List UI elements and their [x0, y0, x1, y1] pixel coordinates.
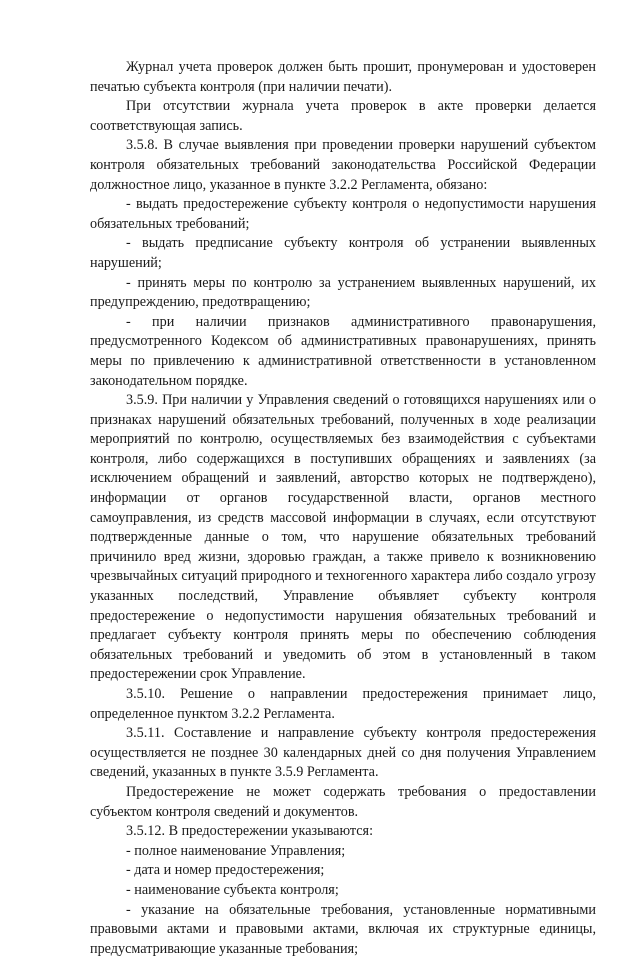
list-item-issue-order: - выдать предписание субъекту контроля об устранении выявленных нарушений;: [90, 235, 596, 271]
list-item-administrative-liability: - при наличии признаков административного правонарушения, предусмотренного Кодексом об административных правонарушениях, принять меры по привлечению к административной ответственности в установленном законодательном порядке.: [90, 313, 596, 389]
paragraph-3-5-11: 3.5.11. Составление и направление субъекту контроля предостережения осуществляется не позднее 30 календарных дней со дня получения Управлением сведений, указанных в пункте 3.5.9 Регламента.: [90, 725, 596, 781]
paragraph-missing-journal: При отсутствии журнала учета проверок в акте проверки делается соответствующая запись.: [90, 98, 596, 134]
paragraph-3-5-9: 3.5.9. При наличии у Управления сведений о готовящихся нарушениях или о признаках нарушений обязательных требований, полученных в ходе реализации мероприятий по контролю, осуществляемых без взаимодействия с субъектами контроля, либо содержащихся в поступивших обращениях и заявлениях (за исключением обращений и заявлений, авторство которых не подтверждено), информации от органов государственной власти, органов местного самоуправления, из средств массовой информации в случаях, если отсутствуют подтвержденные данные о том, что нарушение обязательных требований причинило вред жизни, здоровью граждан, а также привело к возникновению чрезвычайных ситуаций природного и техногенного характера либо создало угрозу указанных последствий, Управление объявляет субъекту контроля предостережение о недопустимости нарушения обязательных требований и предлагает субъекту контроля принять меры по обеспечению соблюдения обязательных требований и уведомить об этом в установленный в таком предостережении срок Управление.: [90, 392, 596, 683]
list-item-take-measures: - принять меры по контролю за устранением выявленных нарушений, их предупреждению, предотвращению;: [90, 274, 596, 311]
paragraph-warning-content-limit: Предостережение не может содержать требования о предоставлении субъектом контроля сведений и документов.: [90, 783, 596, 820]
document-page: [90, 58, 596, 959]
paragraph-journal-requirements: Журнал учета проверок должен быть прошит, пронумерован и удостоверен печатью субъекта контроля (при наличии печати).: [90, 59, 596, 95]
list-item-subject-name: - наименование субъекта контроля;: [126, 881, 339, 898]
paragraph-3-5-10: 3.5.10. Решение о направлении предостережения принимает лицо, определенное пунктом 3.2.2 Регламента.: [90, 686, 596, 722]
list-item-requirements-reference: - указание на обязательные требования, установленные нормативными правовыми актами и правовыми актами, включая их структурные единицы, предусматривающие указанные требования;: [90, 901, 596, 957]
list-item-full-name: - полное наименование Управления;: [126, 842, 346, 859]
paragraph-3-5-8: 3.5.8. В случае выявления при проведении проверки нарушений субъектом контроля обязательных требований законодательства Российской Федерации должностное лицо, указанное в пункте 3.2.2 Регламента, обязано:: [90, 137, 596, 193]
list-item-date-number: - дата и номер предостережения;: [126, 862, 325, 879]
list-item-issue-warning: - выдать предостережение субъекту контроля о недопустимости нарушения обязательных требований;: [90, 196, 596, 232]
paragraph-3-5-12: 3.5.12. В предостережении указываются:: [126, 823, 374, 840]
